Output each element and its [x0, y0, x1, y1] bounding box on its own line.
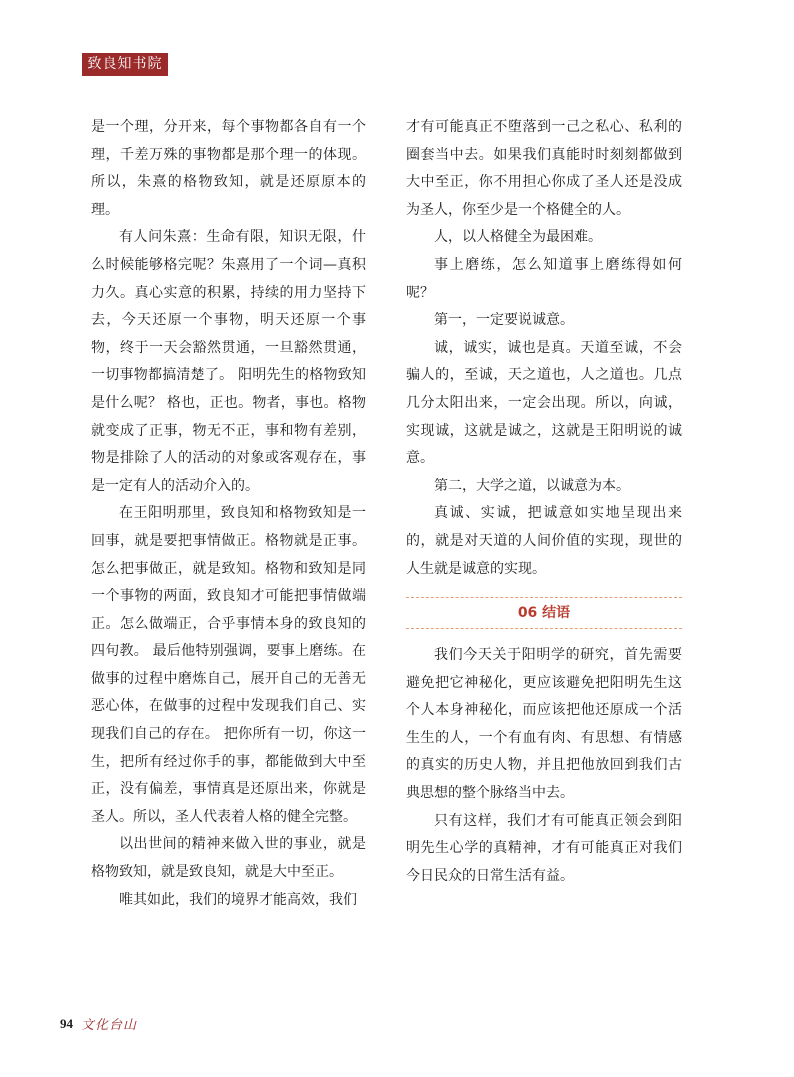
- right-column: [406, 114, 682, 890]
- paragraph: 有人问朱熹：生命有限，知识无限，什么时候能够格完呢？朱熹用了一个词—真积力久。真心实意的积累，持续的用力坚持下去，今天还原一个事物，明天还原一个事物，终于一天会豁然贯通，一旦豁然贯通，一切事物都搞清楚了。 阳明先生的格物致知是什么呢？ 格也，正也。物者，事也。格物就变成了正事，物无不正，事和物有差别，物是排除了人的活动的对象或客观存在，事是一定有人的活动介入的。: [91, 229, 366, 494]
- paragraph: 只有这样，我们才有可能真正领会到阳明先生心学的真精神，才有可能真正对我们今日民众的日常生活有益。: [406, 812, 682, 884]
- paragraph: 在王阳明那里，致良知和格物致知是一回事，就是要把事情做正。格物就是正事。怎么把事做正，就是致知。格物和致知是同一个事物的两面，致良知才可能把事情做端正。怎么做端正，合乎事情本身的致良知的四句教。 最后他特别强调，要事上磨练。在做事的过程中磨炼自己，展开自己的无善无恶心体，在做事的过程中发现我们自己、实现我们自己的存在。 把你所有一切，你这一生，把所有经过你手的事，都能做到大中至正，没有偏差，事情真是还原出来，你就是圣人。所以，圣人代表着人格的健全完整。: [91, 505, 366, 825]
- paragraph: 人，以人格健全为最困难。: [434, 229, 602, 246]
- magazine-logo: 文化台山: [81, 1018, 138, 1033]
- paragraph: 是一个理，分开来，每个事物都各自有一个理，千差万殊的事物都是那个理一的体现。所以，朱熹的格物致知，就是还原原本的理。: [91, 119, 366, 218]
- paragraph: 我们今天关于阳明学的研究，首先需要避免把它神秘化，更应该避免把阳明先生这个人本身神秘化，而应该把他还原成一个活生生的人，一个有血有肉、有思想、有情感的真实的历史人物，并且把他放回到我们古典思想的整个脉络当中去。: [406, 647, 682, 802]
- paragraph: 才有可能真正不堕落到一己之私心、私利的圈套当中去。如果我们真能时时刻刻都做到大中至正，你不用担心你成了圣人还是没成为圣人，你至少是一个格健全的人。: [406, 119, 682, 218]
- page-footer: [60, 1014, 137, 1033]
- paragraph: 以出世间的精神来做入世的事业，就是格物致知，就是致良知，就是大中至正。: [91, 836, 366, 881]
- section-heading-box: [406, 597, 682, 629]
- page-number: 94: [60, 1015, 73, 1031]
- paragraph: 第一，一定要说诚意。: [434, 312, 574, 329]
- paragraph: 唯其如此，我们的境界才能高效，我们: [119, 891, 357, 908]
- paragraph: 第二，大学之道，以诚意为本。: [434, 477, 630, 494]
- paragraph: 事上磨练，怎么知道事上磨练得如何呢？: [406, 256, 682, 301]
- paragraph: 诚，诚实，诚也是真。天道至诚，不会骗人的，至诚，天之道也，人之道也。几点几分太阳出来，一定会出现。所以，向诚，实现诚，这就是诚之，这就是王阳明说的诚意。: [406, 339, 682, 467]
- section-heading: 06 结语: [517, 605, 571, 622]
- paragraph: 真诚、实诚，把诚意如实地呈现出来的，就是对天道的人间价值的实现，现世的人生就是诚意的实现。: [406, 505, 682, 577]
- section-tag: 致良知书院: [82, 53, 168, 76]
- left-column: [91, 114, 366, 914]
